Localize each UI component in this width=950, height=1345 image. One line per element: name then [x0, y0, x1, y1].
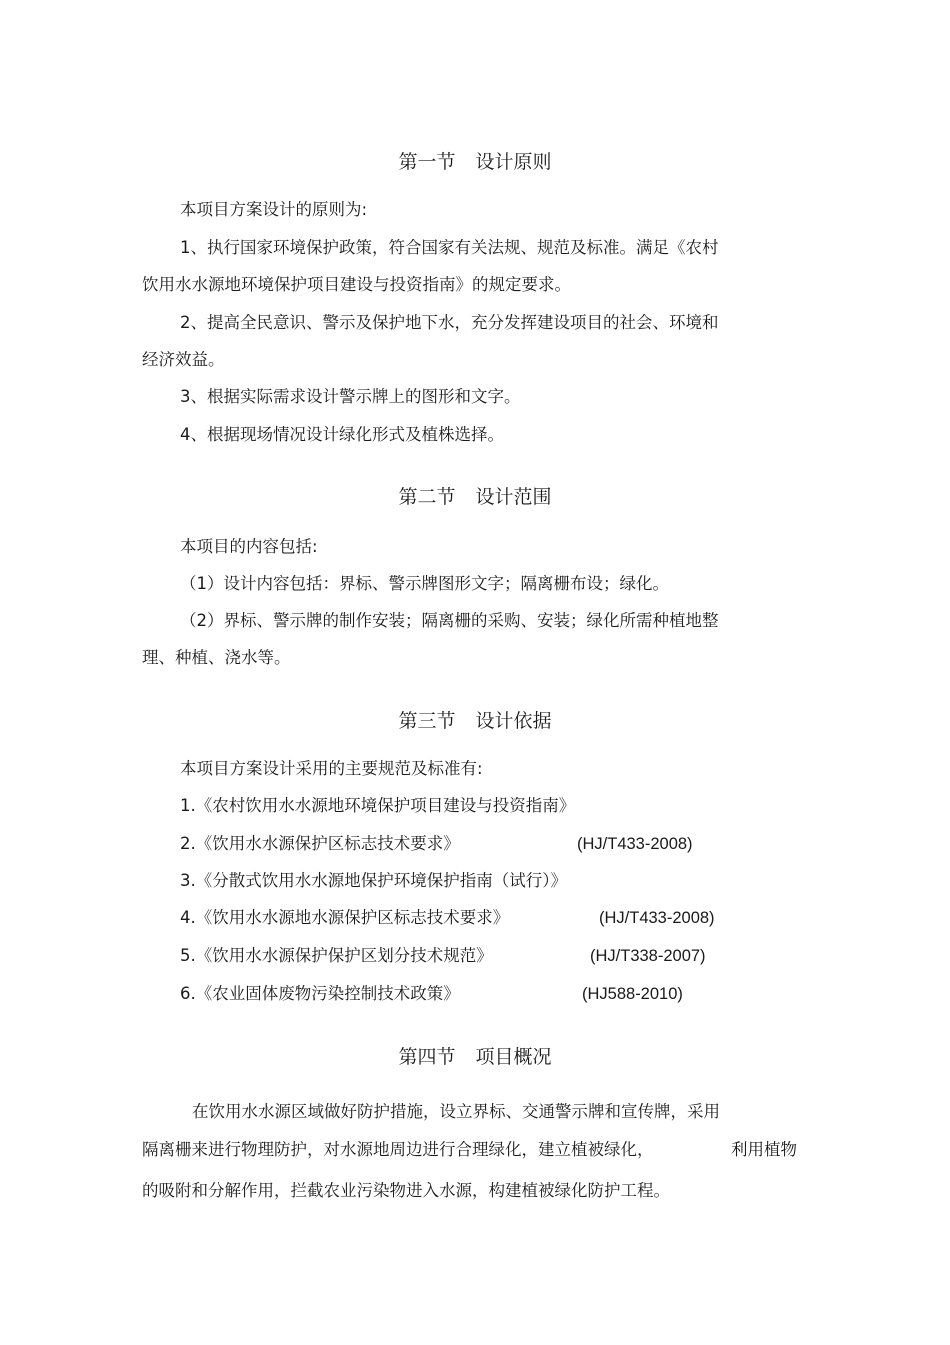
reference-6-name: 6.《农业固体废物污染控制技术政策》	[180, 984, 460, 1003]
section-1-intro: 本项目方案设计的原则为:	[180, 200, 368, 219]
section-4-paragraph-line-1: 在饮用水水源区域做好防护措施，设立界标、交通警示牌和宣传牌，采用	[192, 1102, 720, 1121]
section-1-item-1-line-1: 1、执行国家环境保护政策，符合国家有关法规、规范及标准。满足《农村	[180, 238, 719, 257]
section-4-heading	[0, 1045, 950, 1069]
section-4-title: 项目概况	[475, 1046, 552, 1068]
reference-5-name: 5.《饮用水水源保护保护区划分技术规范》	[180, 946, 493, 965]
section-1-item-3: 3、根据实际需求设计警示牌上的图形和文字。	[180, 387, 521, 406]
reference-3-name: 3.《分散式饮用水水源地保护环境保护指南（试行）》	[180, 871, 567, 890]
section-2-intro: 本项目的内容包括:	[180, 537, 318, 556]
section-1-item-2-line-2: 经济效益。	[142, 350, 225, 369]
section-4-paragraph-line-2b: 利用植物	[731, 1140, 797, 1159]
section-2-title: 设计范围	[475, 486, 552, 508]
reference-2-code: (HJ/T433-2008)	[577, 835, 693, 853]
reference-2-name: 2.《饮用水水源保护区标志技术要求》	[180, 834, 460, 853]
section-2-item-2-line-1: （2）界标、警示牌的制作安装；隔离栅的采购、安装；绿化所需种植地整	[180, 611, 719, 630]
section-4-paragraph-line-3: 的吸附和分解作用，拦截农业污染物进入水源，构建植被绿化防护工程。	[142, 1181, 670, 1200]
section-2-item-1: （1）设计内容包括：界标、警示牌图形文字；隔离栅布设；绿化。	[180, 574, 669, 593]
reference-4-code: (HJ/T433-2008)	[599, 909, 715, 927]
section-1-title: 设计原则	[475, 151, 552, 173]
section-1-item-2-line-1: 2、提高全民意识、警示及保护地下水，充分发挥建设项目的社会、环境和	[180, 313, 719, 332]
section-3-title: 设计依据	[475, 710, 552, 732]
section-4-number: 第四节	[398, 1046, 456, 1068]
reference-6-code: (HJ588-2010)	[582, 985, 683, 1003]
section-1-heading	[0, 150, 950, 174]
section-4-paragraph-line-2a: 隔离栅来进行物理防护，对水源地周边进行合理绿化，建立植被绿化，	[142, 1140, 654, 1159]
section-1-item-1-line-2: 饮用水水源地环境保护项目建设与投资指南》的规定要求。	[142, 275, 571, 294]
reference-5-code: (HJ/T338-2007)	[590, 947, 706, 965]
section-1-item-4: 4、根据现场情况设计绿化形式及植株选择。	[180, 425, 504, 444]
section-2-item-2-line-2: 理、种植、浇水等。	[142, 648, 291, 667]
section-2-number: 第二节	[398, 486, 456, 508]
section-3-intro: 本项目方案设计采用的主要规范及标准有:	[180, 759, 483, 778]
section-1-number: 第一节	[398, 151, 456, 173]
section-3-heading	[0, 709, 950, 733]
reference-4-name: 4.《饮用水水源地水源保护区标志技术要求》	[180, 908, 510, 927]
section-3-number: 第三节	[398, 710, 456, 732]
reference-1-name: 1.《农村饮用水水源地环境保护项目建设与投资指南》	[180, 796, 576, 815]
section-2-heading	[0, 485, 950, 509]
